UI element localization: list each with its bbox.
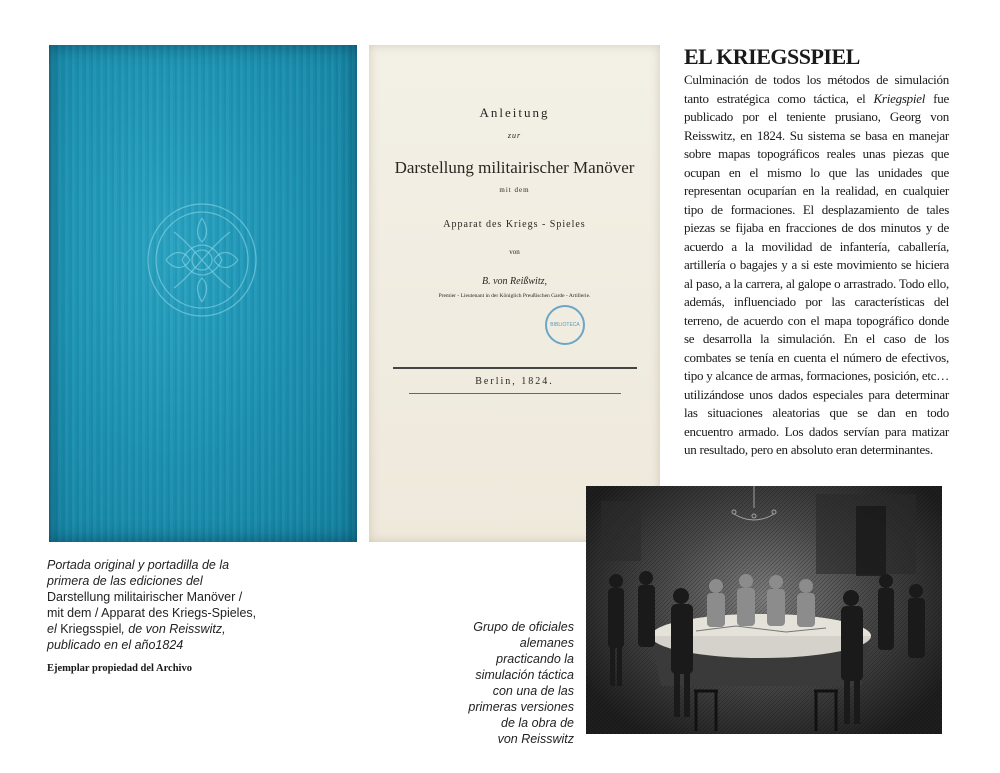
caption-line: alemanes xyxy=(519,636,574,650)
article-body-text: fue publicado por el teniente prusiano, Georg von Reisswitz, en 1824. Su sistema se basa en manejar sobre mapas topográficos reales unas piezas que ocupan en el mismo lo que las unidades que representan ocuparían en la realidad, en cualquier tipo de formaciones. El desplazamiento de tales piezas se fijaba en fracciones de dos minutos y de acuerdo a la movilidad de infantería, caballería, artillería o bagajes y a si este movimiento se hiciera al paso, a la carrera, al galope o arrastrado. Todo ello, además, influenciado por las características del terreno, de acuerdo con el mapa topográfico donde se desarrolla la simulación. En el caso de los combates se tenía en cuenta el número de efectivos, tipo y alcance de armas, formaciones, posición, etc… utilizándose unos dados especiales para determinar las situaciones aleatorias que se dan en todo encuentro armado. Los dados servían para matizar un resultado, pero en absoluto eran determinantes. xyxy=(684,90,950,457)
title-page-author-rank: Premier - Lieutenant in der Königlich Preußischen Garde - Artillerie. xyxy=(438,293,591,299)
caption-line: publicado en el año1824 xyxy=(47,638,184,652)
title-page-line-mit-dem: mit dem xyxy=(499,186,530,194)
caption-line: Grupo de oficiales xyxy=(473,620,574,634)
article-body xyxy=(684,71,949,460)
caption-line: practicando la xyxy=(496,652,574,666)
title-page-divider xyxy=(393,367,637,369)
title-page-line-anleitung: Anleitung xyxy=(479,105,550,120)
ornamental-monogram-icon xyxy=(144,202,260,318)
caption-fragment-upright: Kriegsspiel xyxy=(60,622,122,636)
article-body-emphasis: Kriegspiel xyxy=(873,90,926,106)
caption-line: primera de las ediciones del xyxy=(47,574,203,588)
officers-engraving-image xyxy=(586,486,942,734)
engraving-caption xyxy=(440,619,574,747)
title-page-divider xyxy=(409,393,621,394)
archive-note: Ejemplar propiedad del Archivo xyxy=(47,663,192,674)
caption-line: mit dem / Apparat des Kriegs-Spieles, xyxy=(47,606,257,620)
title-page-image xyxy=(369,45,660,542)
caption-line: con una de las xyxy=(492,684,574,698)
title-page-main-title: Darstellung militairischer Manöver xyxy=(394,158,635,177)
caption-line: von Reisswitz xyxy=(497,732,574,746)
caption-line xyxy=(47,621,277,637)
caption-line: primeras versiones xyxy=(468,700,574,714)
caption-fragment: el xyxy=(47,622,61,636)
caption-line: de la obra de xyxy=(501,716,574,730)
article-title: EL KRIEGSSPIEL xyxy=(684,44,860,69)
title-page-author: B. von Reißwitz, xyxy=(482,276,547,287)
caption-line: Portada original y portadilla de la xyxy=(47,558,230,572)
caption-line: Darstellung militairischer Manöver / xyxy=(47,590,243,604)
book-cover-image xyxy=(49,45,357,542)
article-body-text: Culminación de todos los métodos de simulación tanto estratégica como táctica, el xyxy=(684,72,949,106)
title-page-imprint: Berlin, 1824. xyxy=(475,376,554,387)
title-page-line-zur: zur xyxy=(507,131,522,140)
library-stamp: BIBLIOTECA xyxy=(545,305,585,345)
title-page-line-apparat: Apparat des Kriegs - Spieles xyxy=(443,219,586,230)
title-page-line-von: von xyxy=(509,248,520,256)
caption-fragment: , de von Reisswitz, xyxy=(121,622,226,636)
cover-caption xyxy=(47,557,277,653)
caption-line: simulación táctica xyxy=(475,668,574,682)
